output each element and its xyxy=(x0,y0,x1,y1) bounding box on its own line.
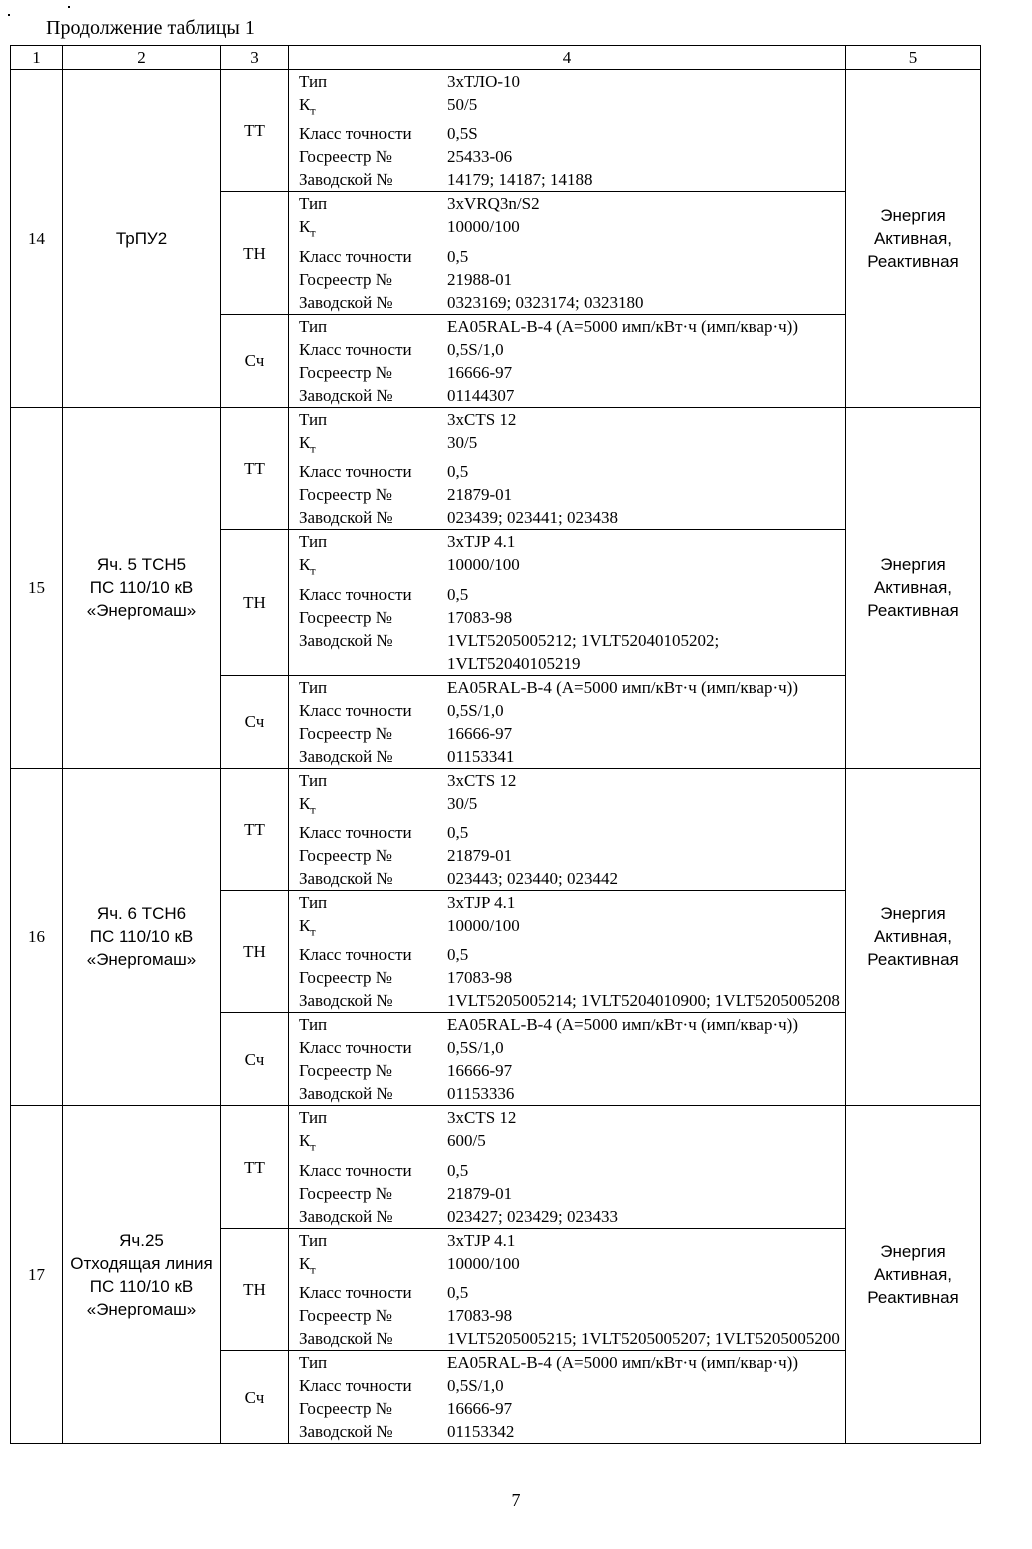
energy-kind-cell xyxy=(846,768,981,1106)
param-value: 3хTJP 4.1 xyxy=(447,892,516,912)
param-line xyxy=(289,1327,845,1350)
energy-kind-line: Активная, xyxy=(873,1265,953,1285)
scan-speck xyxy=(68,6,70,8)
param-label: $К_т$ xyxy=(299,793,316,816)
param-label: $К_т$ xyxy=(299,915,316,939)
param-value: 0,5S xyxy=(447,124,478,144)
device-params-cell xyxy=(289,1351,846,1444)
param-value: 0,5 xyxy=(447,1160,469,1180)
param-line xyxy=(289,629,845,675)
param-value: 17083-98 xyxy=(447,1306,513,1326)
param-value: 21879-01 xyxy=(447,1183,513,1203)
param-line xyxy=(289,268,845,291)
param-label: Госреестр № xyxy=(299,1183,392,1203)
param-label: Тип xyxy=(299,72,328,91)
param-value: 16666-97 xyxy=(447,1061,513,1081)
object-name-cell xyxy=(63,407,221,768)
param-label: Заводской № xyxy=(299,1084,393,1104)
param-value: ЕА05RAL-B-4 (А=5000 имп/кВт·ч (имп/квар·ч)) xyxy=(447,677,798,697)
device-params-cell xyxy=(289,890,846,1012)
param-label: $К_т$ xyxy=(299,217,316,240)
param-line xyxy=(289,943,845,966)
param-label: Заводской № xyxy=(299,868,393,888)
param-line xyxy=(289,606,845,629)
param-line xyxy=(289,1229,845,1252)
param-value: 1VLT5205005214; 1VLT5204010900; 1VLT5205005208 xyxy=(447,991,840,1011)
param-line xyxy=(289,821,845,844)
object-name-line: ТрПУ2 xyxy=(115,228,168,248)
param-label: Госреестр № xyxy=(299,607,392,627)
param-label: Класс точности xyxy=(299,700,412,720)
param-line xyxy=(289,168,845,191)
param-line xyxy=(289,891,845,914)
param-line xyxy=(289,722,845,745)
device-type-cell: Сч xyxy=(221,314,289,407)
param-value: 14179; 14187; 14188 xyxy=(447,170,593,190)
row-number-cell: 16 xyxy=(11,768,63,1106)
param-line xyxy=(289,1159,845,1182)
param-line xyxy=(289,1420,845,1443)
subscript: т xyxy=(310,924,316,939)
param-value: ЕА05RAL-B-4 (А=5000 имп/кВт·ч (имп/квар·ч)) xyxy=(447,316,798,336)
subscript: т xyxy=(310,103,316,118)
param-value: 0323169; 0323174; 0323180 xyxy=(447,292,644,312)
param-value: 17083-98 xyxy=(447,607,513,627)
param-value: 10000/100 xyxy=(447,1253,520,1273)
param-value: 3хTJP 4.1 xyxy=(447,1230,516,1250)
energy-kind-line: Реактивная xyxy=(867,601,959,621)
object-name-line: ПС 110/10 кВ xyxy=(89,1276,194,1296)
param-line xyxy=(289,844,845,867)
scan-speck xyxy=(8,14,10,16)
device-params-cell xyxy=(289,675,846,768)
energy-kind-line: Энергия xyxy=(880,205,946,225)
param-value: 0,5S/1,0 xyxy=(447,1038,504,1058)
param-line xyxy=(289,745,845,768)
param-label: Тип xyxy=(299,316,328,336)
param-line xyxy=(289,1106,845,1129)
param-value: 0,5S/1,0 xyxy=(447,700,504,720)
energy-kind-line: Активная, xyxy=(873,578,953,598)
param-line xyxy=(289,1182,845,1205)
energy-kind-line: Реактивная xyxy=(867,251,959,271)
param-label: Класс точности xyxy=(299,1038,412,1058)
param-value: 023443; 023440; 023442 xyxy=(447,868,618,888)
param-value: ЕА05RAL-B-4 (А=5000 имп/кВт·ч (имп/квар·ч)) xyxy=(447,1015,798,1035)
param-label: Заводской № xyxy=(299,746,393,766)
param-label: Тип xyxy=(299,409,328,429)
energy-kind-cell xyxy=(846,1106,981,1444)
param-line xyxy=(289,122,845,145)
param-label: Класс точности xyxy=(299,246,412,266)
param-label: Госреестр № xyxy=(299,723,392,743)
param-line xyxy=(289,1281,845,1304)
header-row xyxy=(11,46,981,70)
device-params-cell xyxy=(289,192,846,314)
param-value: 0,5 xyxy=(447,584,469,604)
device-params-cell xyxy=(289,407,846,529)
subscript: т xyxy=(310,563,316,578)
subscript: т xyxy=(310,225,316,240)
param-value: 01153341 xyxy=(447,746,515,766)
param-line xyxy=(289,408,845,431)
energy-kind-cell xyxy=(846,407,981,768)
param-value: 21988-01 xyxy=(447,269,513,289)
param-label: Госреестр № xyxy=(299,485,392,505)
energy-kind-line: Активная, xyxy=(873,927,953,947)
object-name-line: ПС 110/10 кВ xyxy=(89,578,194,598)
object-name-line: Отходящая линия xyxy=(70,1253,213,1273)
param-label: Класс точности xyxy=(299,584,412,604)
param-value: 25433-06 xyxy=(447,147,513,167)
object-name-cell xyxy=(63,1106,221,1444)
device-type-cell: ТТ xyxy=(221,1106,289,1228)
object-name-line: «Энергомаш» xyxy=(86,1299,197,1319)
device-params-cell xyxy=(289,1106,846,1228)
param-label: Госреестр № xyxy=(299,269,392,289)
device-type-cell: ТН xyxy=(221,1228,289,1350)
param-line xyxy=(289,966,845,989)
param-label: Госреестр № xyxy=(299,1306,392,1326)
device-params-cell xyxy=(289,70,846,192)
param-label: Класс точности xyxy=(299,1283,412,1303)
device-params-cell xyxy=(289,314,846,407)
param-value: ЕА05RAL-B-4 (А=5000 имп/кВт·ч (имп/квар·ч)) xyxy=(447,1353,798,1373)
param-line xyxy=(289,1397,845,1420)
param-line xyxy=(289,699,845,722)
param-value: 21879-01 xyxy=(447,485,513,505)
device-type-cell: ТН xyxy=(221,192,289,314)
param-value: 0,5 xyxy=(447,945,469,965)
param-line xyxy=(289,384,845,407)
table-row xyxy=(11,768,981,890)
object-name-line: Яч.25 xyxy=(119,1230,164,1250)
subscript: т xyxy=(310,1262,316,1277)
param-label: Тип xyxy=(299,194,328,214)
param-value: 01144307 xyxy=(447,385,515,405)
param-value: 0,5 xyxy=(447,246,469,266)
energy-kind-line: Реактивная xyxy=(867,950,959,970)
param-value: 1VLT5205005215; 1VLT5205005207; 1VLT5205005200 xyxy=(447,1329,840,1349)
energy-kind-cell xyxy=(846,70,981,408)
object-name-line: ПС 110/10 кВ xyxy=(89,927,194,947)
param-value: 17083-98 xyxy=(447,968,513,988)
param-value: 01153336 xyxy=(447,1084,515,1104)
subscript: т xyxy=(310,801,316,816)
param-line xyxy=(289,70,845,93)
device-params-cell xyxy=(289,1013,846,1106)
param-label: Заводской № xyxy=(299,508,393,528)
table-row xyxy=(11,407,981,529)
energy-kind-line: Энергия xyxy=(880,1242,946,1262)
param-value: 1VLT5205005212; 1VLT52040105202; 1VLT52040105219 xyxy=(447,630,720,673)
param-label: Тип xyxy=(299,677,328,697)
table-row xyxy=(11,1106,981,1228)
param-label: $К_т$ xyxy=(299,1253,316,1277)
param-value: 16666-97 xyxy=(447,1399,513,1419)
param-label: $К_т$ xyxy=(299,1131,316,1154)
table-body xyxy=(11,46,981,1444)
param-label: Госреестр № xyxy=(299,968,392,988)
param-line xyxy=(289,460,845,483)
param-line xyxy=(289,338,845,361)
param-line xyxy=(289,769,845,792)
energy-kind-line: Активная, xyxy=(873,228,953,248)
header-cell: 5 xyxy=(846,46,981,70)
param-label: Класс точности xyxy=(299,462,412,482)
device-type-cell: ТТ xyxy=(221,407,289,529)
param-label: Госреестр № xyxy=(299,1061,392,1081)
param-value: 10000/100 xyxy=(447,555,520,575)
subscript: т xyxy=(310,441,316,456)
param-line xyxy=(289,553,845,582)
param-line xyxy=(289,361,845,384)
param-label: Госреестр № xyxy=(299,1399,392,1419)
param-value: 0,5 xyxy=(447,462,469,482)
param-value: 3хCTS 12 xyxy=(447,770,517,790)
param-line xyxy=(289,1036,845,1059)
param-value: 10000/100 xyxy=(447,217,520,237)
param-label: $К_т$ xyxy=(299,555,316,578)
param-line xyxy=(289,1252,845,1281)
header-cell: 1 xyxy=(11,46,63,70)
device-type-cell: ТТ xyxy=(221,768,289,890)
param-label: Госреестр № xyxy=(299,845,392,865)
param-line xyxy=(289,914,845,943)
object-name-cell xyxy=(63,70,221,408)
param-line xyxy=(289,483,845,506)
table-row xyxy=(11,70,981,192)
param-value: 3xVRQ3n/S2 xyxy=(447,194,540,214)
header-cell: 3 xyxy=(221,46,289,70)
device-type-cell: Сч xyxy=(221,675,289,768)
object-name-line: Яч. 6 ТСН6 xyxy=(96,904,187,924)
param-value: 0,5S/1,0 xyxy=(447,1376,504,1396)
param-value: 3хCTS 12 xyxy=(447,1108,517,1128)
param-value: 600/5 xyxy=(447,1131,486,1151)
param-value: 10000/100 xyxy=(447,915,520,935)
energy-kind-line: Энергия xyxy=(880,555,946,575)
param-value: 023427; 023429; 023433 xyxy=(447,1206,618,1226)
param-label: Госреестр № xyxy=(299,362,392,382)
param-label: Класс точности xyxy=(299,822,412,842)
object-name-line: «Энергомаш» xyxy=(86,601,197,621)
param-line xyxy=(289,583,845,606)
param-value: 16666-97 xyxy=(447,723,513,743)
param-line xyxy=(289,291,845,314)
param-label: Заводской № xyxy=(299,292,393,312)
param-label: $К_т$ xyxy=(299,432,316,456)
param-line xyxy=(289,792,845,821)
param-value: 023439; 023441; 023438 xyxy=(447,508,618,528)
object-name-line: Яч. 5 ТСН5 xyxy=(96,555,187,575)
param-label: Тип xyxy=(299,1015,328,1035)
param-value: 50/5 xyxy=(447,95,478,114)
row-number-cell: 17 xyxy=(11,1106,63,1444)
param-label: $К_т$ xyxy=(299,95,316,118)
param-label: Заводской № xyxy=(299,170,393,190)
param-line xyxy=(289,431,845,460)
device-type-cell: Сч xyxy=(221,1013,289,1106)
param-value: 3хТЛО-10 xyxy=(447,72,521,91)
param-value: 0,5 xyxy=(447,822,469,842)
device-params-cell xyxy=(289,530,846,675)
param-label: Заводской № xyxy=(299,1206,393,1226)
param-line xyxy=(289,1351,845,1374)
device-type-cell: ТТ xyxy=(221,70,289,192)
param-label: Тип xyxy=(299,1230,328,1250)
param-label: Класс точности xyxy=(299,1160,412,1180)
param-label: Тип xyxy=(299,892,328,912)
param-line xyxy=(289,192,845,215)
device-params-cell xyxy=(289,1228,846,1350)
param-line xyxy=(289,530,845,553)
param-line xyxy=(289,989,845,1012)
param-label: Тип xyxy=(299,532,328,552)
param-line xyxy=(289,676,845,699)
param-value: 0,5 xyxy=(447,1283,469,1303)
param-value: 30/5 xyxy=(447,432,478,452)
param-label: Тип xyxy=(299,1353,328,1373)
param-line xyxy=(289,215,845,244)
device-type-cell: ТН xyxy=(221,530,289,675)
param-label: Класс точности xyxy=(299,339,412,359)
param-label: Госреестр № xyxy=(299,147,392,167)
spec-table xyxy=(10,45,981,1444)
param-label: Класс точности xyxy=(299,945,412,965)
header-cell: 4 xyxy=(289,46,846,70)
param-line xyxy=(289,1013,845,1036)
param-label: Класс точности xyxy=(299,1376,412,1396)
energy-kind-line: Реактивная xyxy=(867,1288,959,1308)
param-value: 16666-97 xyxy=(447,362,513,382)
header-cell: 2 xyxy=(63,46,221,70)
object-name-cell xyxy=(63,768,221,1106)
param-label: Заводской № xyxy=(299,991,393,1011)
param-label: Заводской № xyxy=(299,385,393,405)
param-line xyxy=(289,506,845,529)
param-label: Заводской № xyxy=(299,1329,393,1349)
device-type-cell: Сч xyxy=(221,1351,289,1444)
param-label: Тип xyxy=(299,1108,328,1128)
param-line xyxy=(289,867,845,890)
param-label: Класс точности xyxy=(299,124,412,144)
device-type-cell: ТН xyxy=(221,890,289,1012)
param-value: 01153342 xyxy=(447,1422,515,1442)
param-value: 21879-01 xyxy=(447,845,513,865)
param-value: 0,5S/1,0 xyxy=(447,339,504,359)
param-line xyxy=(289,1374,845,1397)
param-line xyxy=(289,1082,845,1105)
object-name-line: «Энергомаш» xyxy=(86,950,197,970)
param-line xyxy=(289,315,845,338)
param-value: 3хCTS 12 xyxy=(447,409,517,429)
energy-kind-line: Энергия xyxy=(880,904,946,924)
param-line xyxy=(289,1205,845,1228)
table-caption: Продолжение таблицы 1 xyxy=(46,17,255,39)
param-label: Заводской № xyxy=(299,630,393,650)
param-value: 3хTJP 4.1 xyxy=(447,532,516,552)
param-line xyxy=(289,93,845,122)
row-number-cell: 15 xyxy=(11,407,63,768)
param-value: 30/5 xyxy=(447,793,478,813)
page-number: 7 xyxy=(511,1490,521,1510)
param-line xyxy=(289,1059,845,1082)
param-line xyxy=(289,1304,845,1327)
param-label: Заводской № xyxy=(299,1422,393,1442)
subscript: т xyxy=(310,1139,316,1154)
param-label: Тип xyxy=(299,770,328,790)
param-line xyxy=(289,1129,845,1158)
row-number-cell: 14 xyxy=(11,70,63,408)
device-params-cell xyxy=(289,768,846,890)
param-line xyxy=(289,245,845,268)
param-line xyxy=(289,145,845,168)
